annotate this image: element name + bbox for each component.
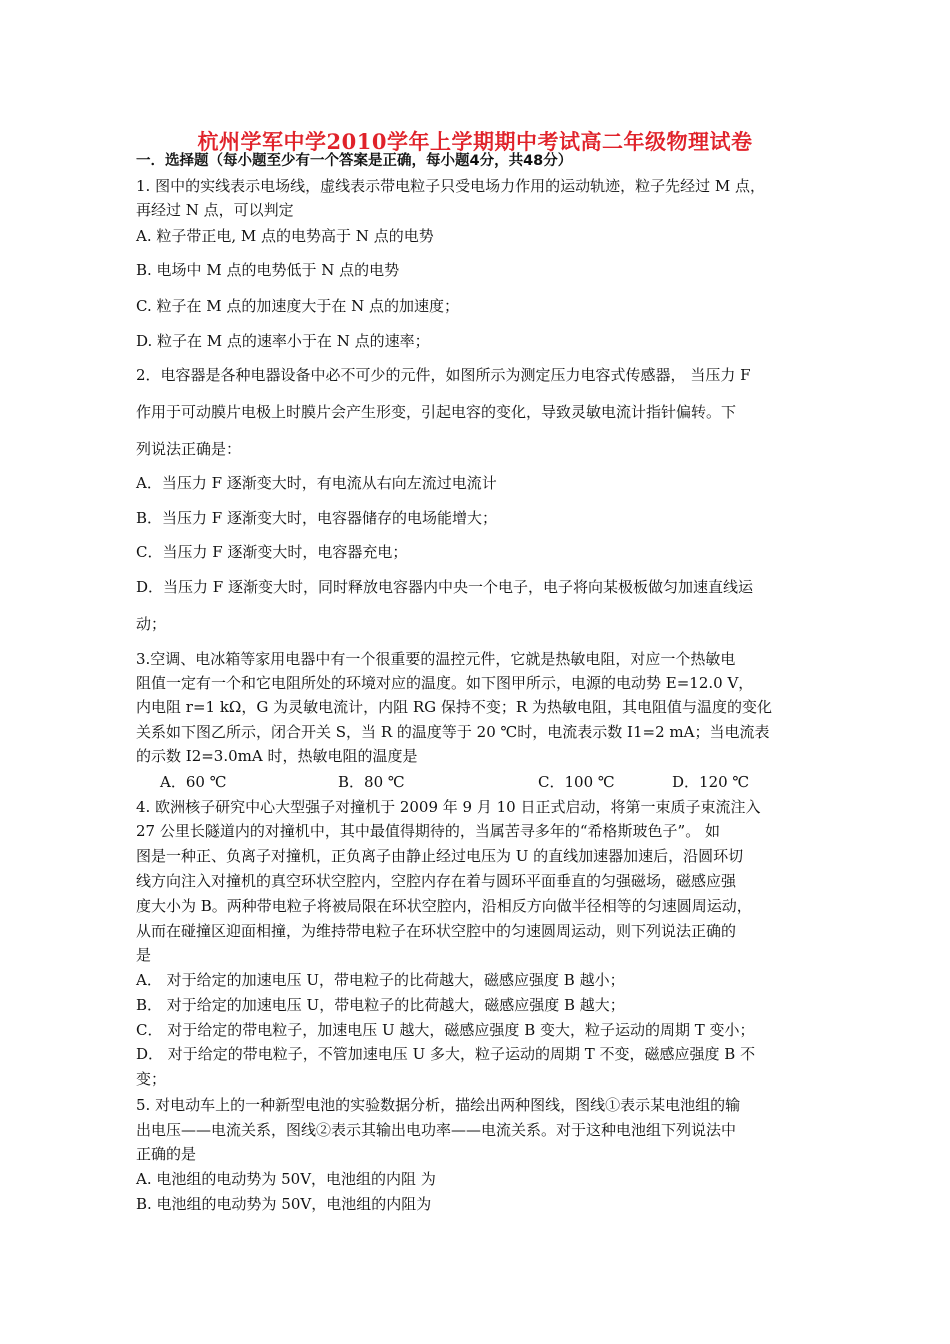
q3-stem-line: 的示数 I2=3.0mA 时，热敏电阻的温度是 [136,747,418,765]
q2-option-c: C．当压力 F 逐渐变大时，电容器充电； [136,543,408,561]
q4-option-d: D． 对于给定的带电粒子，不管加速电压 U 多大，粒子运动的周期 T 不变，磁感应强度 B 不 [136,1045,756,1063]
section-header: 一．选择题（每小题至少有一个答案是正确，每小题4分，共48分） [136,153,573,169]
q3-option-c: C．100 ℃ [538,773,615,791]
q3-stem-line: 3.空调、电冰箱等家用电器中有一个很重要的温控元件，它就是热敏电阻，对应一个热敏电 [136,650,736,668]
q2-option-d-cont: 动； [136,615,167,633]
q2-stem-line: 2．电容器是各种电器设备中必不可少的元件，如图所示为测定压力电容式传感器， 当压力 F [136,366,751,384]
q4-stem-line: 从而在碰撞区迎面相撞，为维持带电粒子在环状空腔中的匀速圆周运动，则下列说法正确的 [136,922,737,940]
q5-stem-line: 5. 对电动车上的一种新型电池的实验数据分析，描绘出两种图线，图线①表示某电池组的输 [136,1096,741,1114]
q4-stem-line: 线方向注入对撞机的真空环状空腔内，空腔内存在着与圆环平面垂直的匀强磁场，磁感应强 [136,872,737,890]
q4-stem-line: 是 [136,946,152,964]
q3-stem-line: 阻值一定有一个和它电阻所处的环境对应的温度。如下图甲所示，电源的电动势 E=12.0 V， [136,674,754,692]
q5-option-a: A. 电池组的电动势为 50V，电池组的内阻 为 [136,1170,436,1188]
q1-option-c: C. 粒子在 M 点的加速度大于在 N 点的加速度； [136,297,460,315]
q2-option-b: B．当压力 F 逐渐变大时，电容器储存的电场能增大； [136,509,497,527]
q4-option-c: C． 对于给定的带电粒子，加速电压 U 越大，磁感应强度 B 变大，粒子运动的周期 T 变小； [136,1021,755,1039]
q2-option-d: D．当压力 F 逐渐变大时，同时释放电容器内中央一个电子，电子将向某极板做匀加速直线运 [136,578,753,596]
q3-option-d: D．120 ℃ [672,773,750,791]
q1-option-a: A. 粒子带正电, M 点的电势高于 N 点的电势 [136,227,434,245]
q4-stem-line: 度大小为 B。两种带电粒子将被局限在环状空腔内，沿相反方向做半径相等的匀速圆周运动， [136,897,752,915]
q1-option-d: D. 粒子在 M 点的速率小于在 N 点的速率； [136,332,430,350]
q1-stem-line: 1. 图中的实线表示电场线，虚线表示带电粒子只受电场力作用的运动轨迹，粒子先经过 M 点， [136,177,765,195]
page-title: 杭州学军中学2010学年上学期期中考试高二年级物理试卷 [197,129,753,154]
q3-option-b: B．80 ℃ [338,773,405,791]
q2-option-a: A．当压力 F 逐渐变大时，有电流从右向左流过电流计 [136,474,497,492]
q3-stem-line: 关系如下图乙所示，闭合开关 S，当 R 的温度等于 20 ℃时，电流表示数 I1=2 mA；当电流表 [136,723,770,741]
q5-stem-line: 出电压——电流关系，图线②表示其输出电功率——电流关系。对于这种电池组下列说法中 [136,1121,737,1139]
q1-option-b: B. 电场中 M 点的电势低于 N 点的电势 [136,261,400,279]
q2-stem-line: 作用于可动膜片电极上时膜片会产生形变，引起电容的变化，导致灵敏电流计指针偏转。下 [136,403,737,421]
q2-stem-line: 列说法正确是： [136,440,242,458]
q4-stem-line: 27 公里长隧道内的对撞机中，其中最值得期待的，当属苦寻多年的“希格斯玻色子”。 如 [136,822,720,840]
q4-option-d-cont: 变； [136,1070,167,1088]
q4-option-b: B． 对于给定的加速电压 U，带电粒子的比荷越大，磁感应强度 B 越大； [136,996,625,1014]
q5-option-b: B. 电池组的电动势为 50V，电池组的内阻为 [136,1195,432,1213]
q4-stem-line: 4. 欧洲核子研究中心大型强子对撞机于 2009 年 9 月 10 日正式启动，将第一束质子束流注入 [136,798,761,816]
q4-stem-line: 图是一种正、负离子对撞机，正负离子由静止经过电压为 U 的直线加速器加速后，沿圆环切 [136,847,744,865]
q5-stem-line: 正确的是 [136,1145,197,1163]
q3-option-a: A．60 ℃ [160,773,227,791]
q1-stem-line: 再经过 N 点，可以判定 [136,201,294,219]
q3-stem-line: 内电阻 r=1 kΩ，G 为灵敏电流计，内阻 RG 保持不变；R 为热敏电阻，其电阻值与温度的变化 [136,698,772,716]
q4-option-a: A． 对于给定的加速电压 U，带电粒子的比荷越大，磁感应强度 B 越小； [136,971,625,989]
